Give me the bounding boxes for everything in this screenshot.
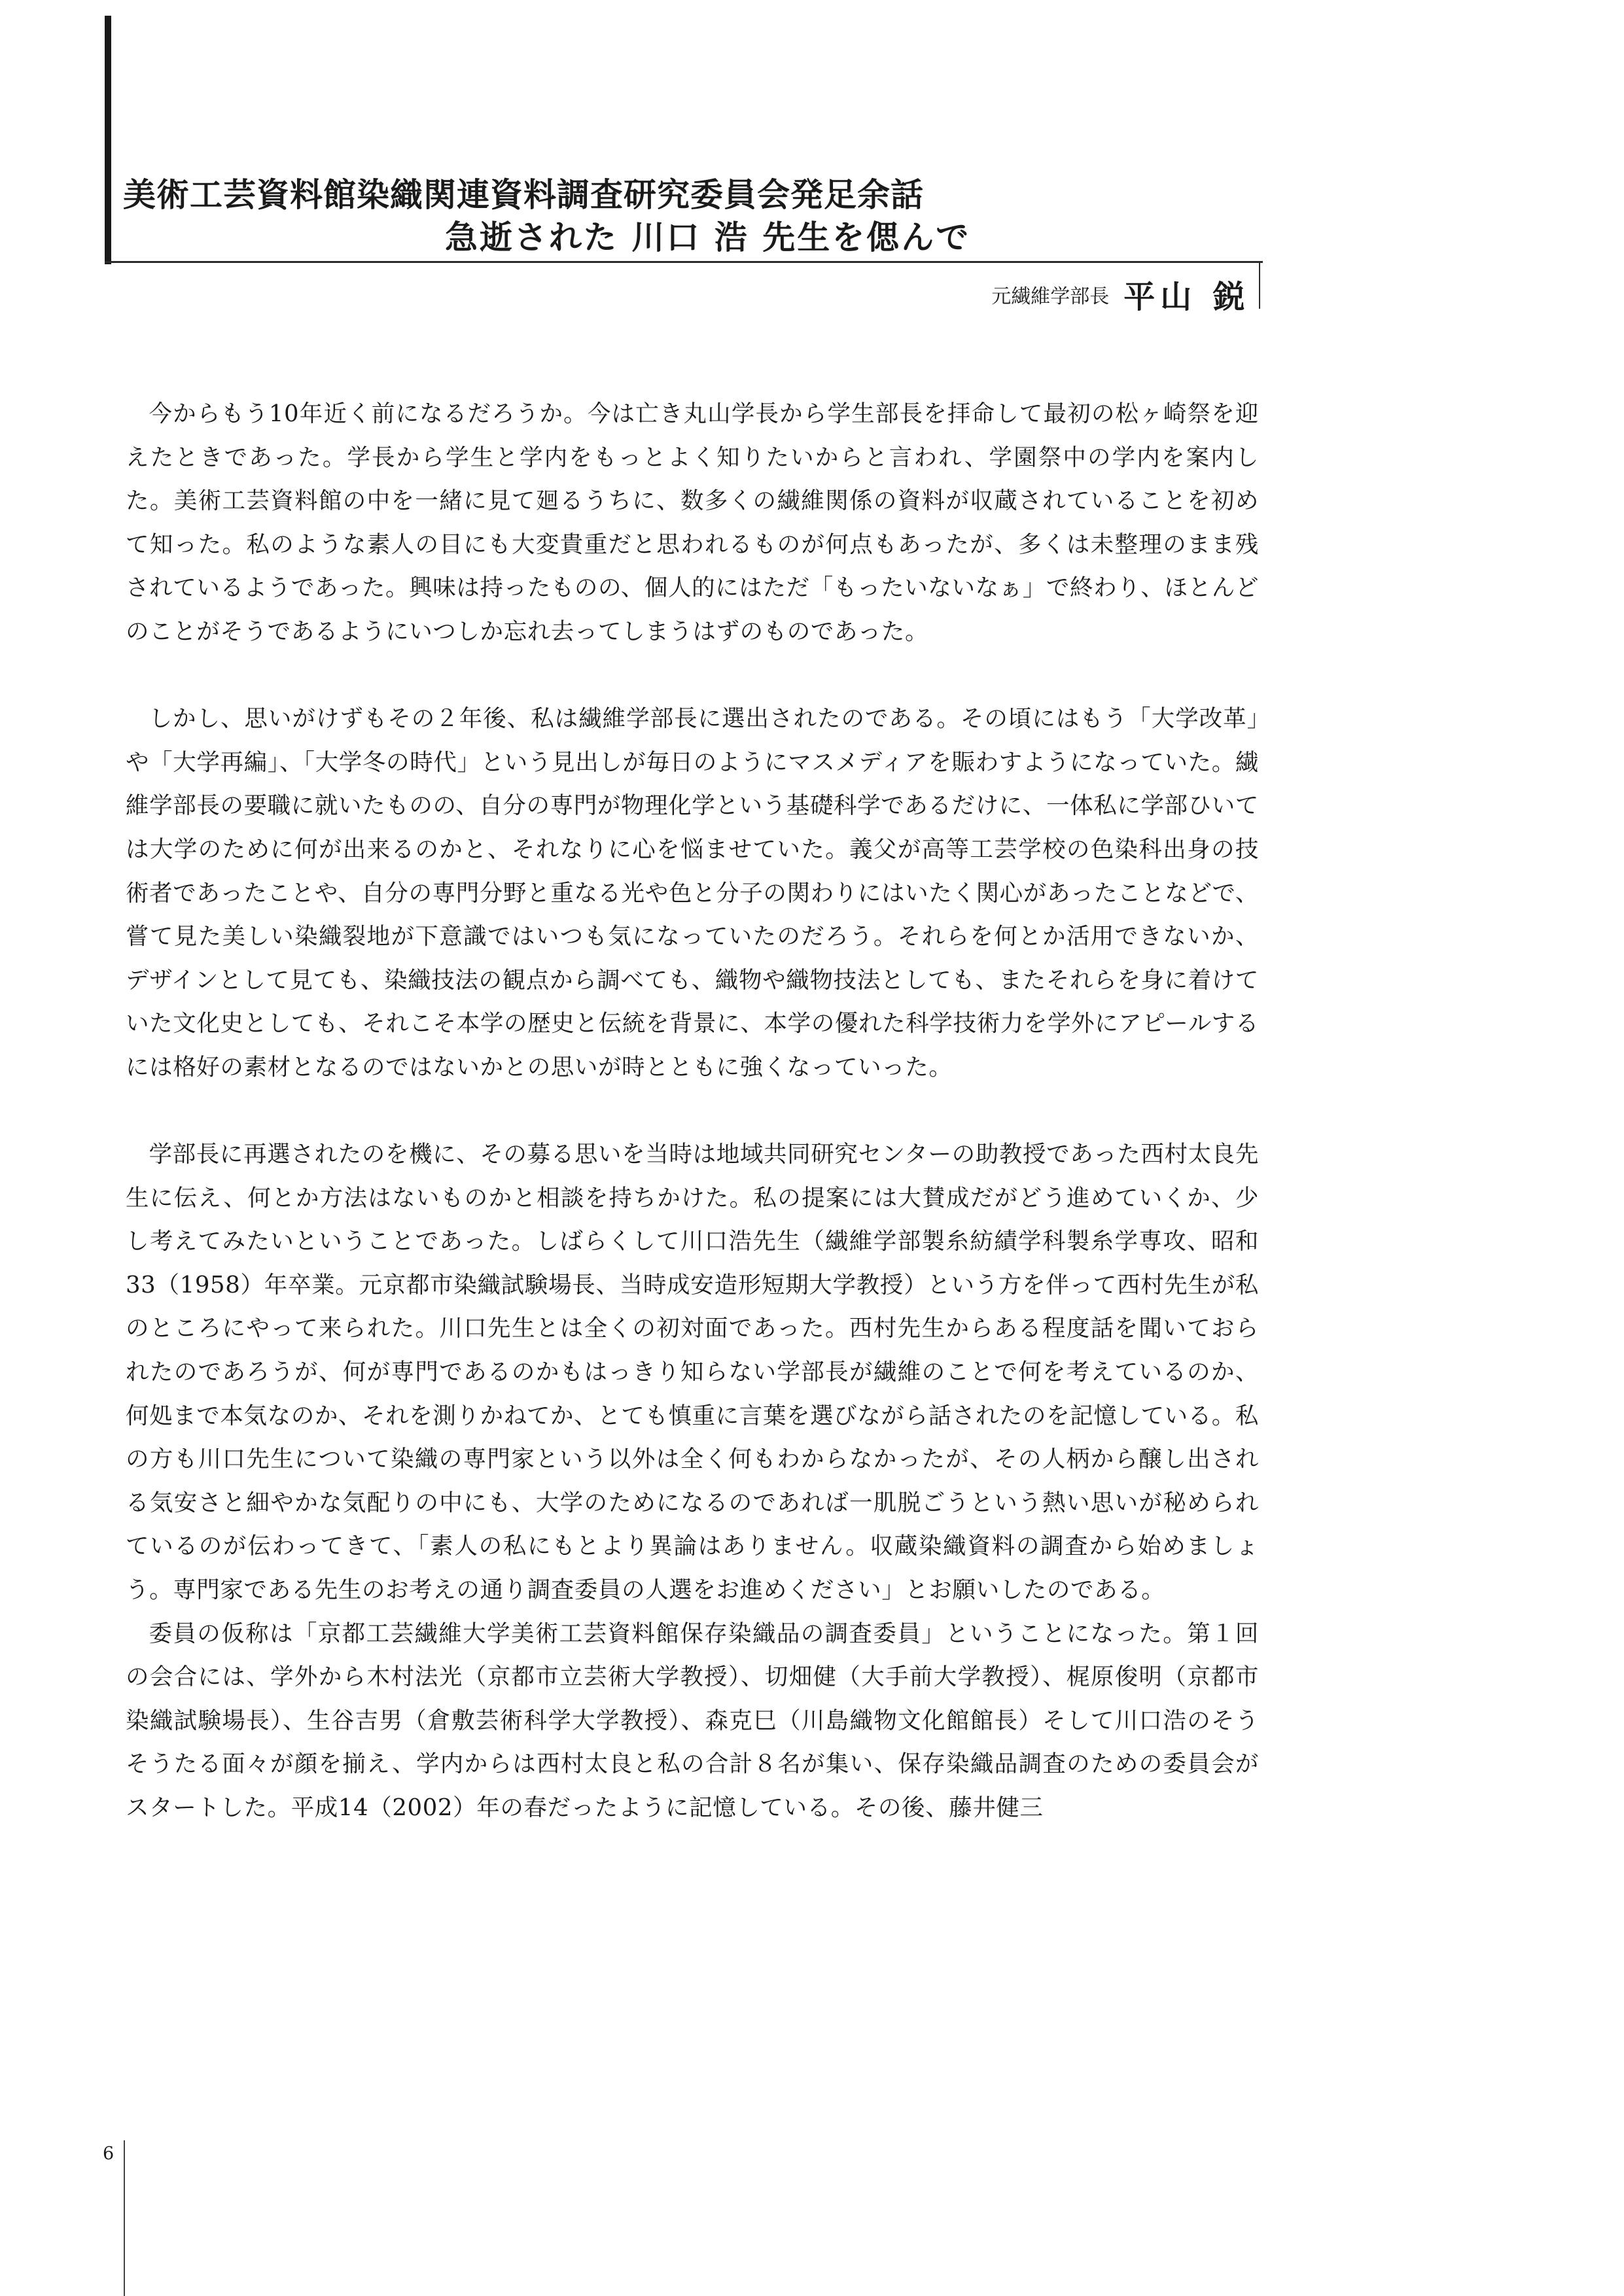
page-number-divider [124,2140,125,2296]
paragraph: 今からもう10年近く前になるだろうか。今は亡き丸山学長から学生部長を拝命して最初の松ヶ崎祭を迎えたときであった。学長から学生と学内をもっとよく知りたいからと言われ、学園祭中の学内を案内した。美術工芸資料館の中を一緒に見て廻るうちに、数多くの繊維関係の資料が収蔵されていることを初めて知った。私のような素人の目にも大変貴重だと思われるものが何点もあったが、多くは未整理のまま残されているようであった。興味は持ったものの、個人的にはただ「もったいないなぁ」で終わり、ほとんどのことがそうであるようにいつしか忘れ去ってしまうはずのものであった。 [126,400,1259,645]
author-affiliation: 元繊維学部長 [991,285,1110,308]
article-body [126,392,1259,1830]
author-name: 平山 鋭 [1123,279,1250,315]
title-divider [105,261,1263,263]
title-accent-bar [105,16,111,264]
page-number: 6 [103,2144,115,2164]
paragraph: 委員の仮称は「京都工芸繊維大学美術工芸資料館保存染織品の調査委員」ということになった。第１回の会合には、学外から木村法光（京都市立芸術大学教授）、切畑健（大手前大学教授）、梶原俊明（京都市染織試験場長）、生谷吉男（倉敷芸術科学大学教授）、森克巳（川島織物文化館館長）そして川口浩のそうそうたる面々が顔を揃え、学内からは西村太良と私の合計８名が集い、保存染織品調査のための委員会がスタートした。平成14（2002）年の春だったように記憶している。その後、藤井健三 [126,1620,1259,1821]
paragraph: しかし、思いがけずもその２年後、私は繊維学部長に選出されたのである。その頃にはもう「大学改革」や「大学再編」、「大学冬の時代」という見出しが毎日のようにマスメディアを賑わすようになっていた。繊維学部長の要職に就いたものの、自分の専門が物理化学という基礎科学であるだけに、一体私に学部ひいては大学のために何が出来るのかと、それなりに心を悩ませていた。義父が高等工芸学校の色染科出身の技術者であったことや、自分の専門分野と重なる光や色と分子の関わりにはいたく関心があったことなどで、嘗て見た美しい染織裂地が下意識ではいつも気になっていたのだろう。それらを何とか活用できないか、デザインとして見ても、染織技法の観点から調べても、織物や織物技法としても、またそれらを身に着けていた文化史としても、それこそ本学の歴史と伝統を背景に、本学の優れた科学技術力を学外にアピールするには格好の素材となるのではないかとの思いが時とともに強くなっていった。 [126,705,1260,1081]
article-subtitle: 急逝された 川口 浩 先生を偲んで [445,218,971,256]
author-byline [991,271,1250,317]
author-divider [1259,263,1260,309]
paragraph: 学部長に再選されたのを機に、その募る思いを当時は地域共同研究センターの助教授であった西村太良先生に伝え、何とか方法はないものかと相談を持ちかけた。私の提案には大賛成だがどう進めていくか、少し考えてみたいということであった。しばらくして川口浩先生（繊維学部製糸紡績学科製糸学専攻、昭和33（1958）年卒業。元京都市染織試験場長、当時成安造形短期大学教授）という方を伴って西村先生が私のところにやって来られた。川口先生とは全くの初対面であった。西村先生からある程度話を聞いておられたのであろうが、何が専門であるのかもはっきり知らない学部長が繊維のことで何を考えているのか、何処まで本気なのか、それを測りかねてか、とても慎重に言葉を選びながら話されたのを記憶している。私の方も川口先生について染織の専門家という以外は全く何もわからなかったが、その人柄から醸し出される気安さと細やかな気配りの中にも、大学のためになるのであれば一肌脱ごうという熱い思いが秘められているのが伝わってきて、「素人の私にもとより異論はありません。収蔵染織資料の調査から始めましょう。専門家である先生のお考えの通り調査委員の人選をお進めください」とお願いしたのである。 [126,1141,1259,1604]
article-title: 美術工芸資料館染織関連資料調査研究委員会発足余話 [123,176,924,214]
